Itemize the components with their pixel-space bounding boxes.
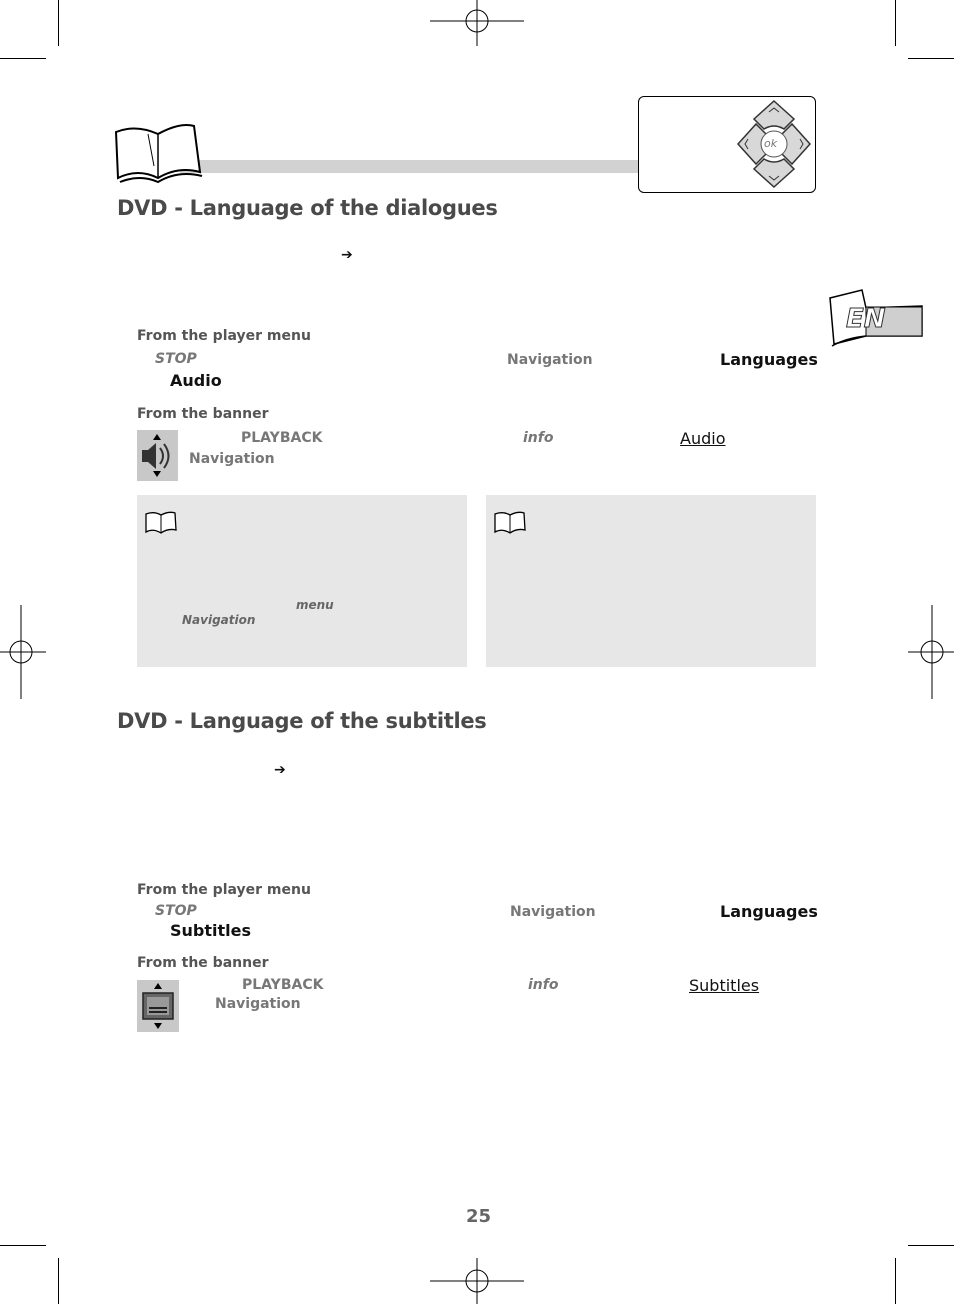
from-banner-heading: From the banner xyxy=(137,406,269,422)
playback-key: PLAYBACK xyxy=(242,977,324,993)
navigation-key-note: Navigation xyxy=(182,613,256,627)
navigation-key: Navigation xyxy=(510,904,596,920)
from-menu-heading: From the player menu xyxy=(137,328,311,344)
ok-label: ok xyxy=(764,137,778,150)
info-key: info xyxy=(523,430,554,446)
page-number: 25 xyxy=(466,1206,492,1227)
subtitles-banner-icon xyxy=(137,980,179,1032)
note-box-left xyxy=(137,495,467,667)
book-icon xyxy=(112,118,204,188)
navigation-key-2: Navigation xyxy=(215,996,301,1012)
languages-menu: Languages xyxy=(720,902,818,921)
registration-mark-left xyxy=(0,605,46,699)
stop-key: STOP xyxy=(155,351,197,367)
playback-key: PLAYBACK xyxy=(241,430,323,446)
crop-mark xyxy=(58,0,59,46)
crop-mark xyxy=(895,1258,896,1304)
registration-mark-top xyxy=(430,0,524,48)
menu-key: menu xyxy=(296,598,334,612)
section-title-dialogues: DVD - Language of the dialogues xyxy=(117,196,498,220)
small-book-icon xyxy=(144,510,178,538)
crop-mark xyxy=(908,1245,954,1246)
stop-key: STOP xyxy=(155,903,197,919)
registration-mark-right xyxy=(908,605,954,699)
section-title-subtitles: DVD - Language of the subtitles xyxy=(117,709,487,733)
subtitles-link[interactable]: Subtitles xyxy=(689,976,760,995)
crop-mark xyxy=(0,58,46,59)
info-key: info xyxy=(528,977,559,993)
registration-mark-bottom xyxy=(430,1258,524,1304)
crop-mark xyxy=(0,1245,46,1246)
crop-mark xyxy=(58,1258,59,1304)
arrow-icon: ➔ xyxy=(274,762,286,778)
note-box-right xyxy=(486,495,816,667)
language-tab-label: EN xyxy=(846,304,886,334)
from-menu-heading: From the player menu xyxy=(137,882,311,898)
languages-menu: Languages xyxy=(720,350,818,369)
subtitles-option: Subtitles xyxy=(170,921,252,940)
small-book-icon xyxy=(493,510,527,538)
audio-banner-icon xyxy=(137,430,178,481)
from-banner-heading: From the banner xyxy=(137,955,269,971)
crop-mark xyxy=(895,0,896,46)
navigation-key-2: Navigation xyxy=(189,451,275,467)
arrow-icon: ➔ xyxy=(341,247,353,263)
navigation-key: Navigation xyxy=(507,352,593,368)
crop-mark xyxy=(908,58,954,59)
audio-link[interactable]: Audio xyxy=(680,429,726,448)
audio-option: Audio xyxy=(170,371,222,390)
